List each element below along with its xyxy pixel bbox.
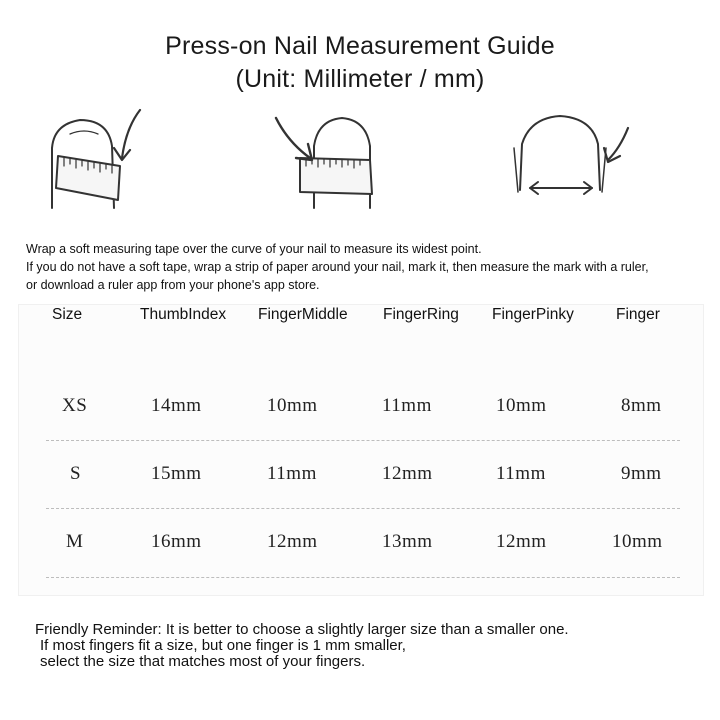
table-cell: 8mm xyxy=(621,395,662,416)
header-thumbindex: ThumbIndex xyxy=(140,306,227,323)
reminder-text: Friendly Reminder: It is better to choose a slightly larger size than a smaller one. xyxy=(35,621,569,638)
header-size: Size xyxy=(52,306,83,323)
instruction-line: Wrap a soft measuring tape over the curve of your nail to measure its widest point. xyxy=(26,242,482,256)
table-cell: 11mm xyxy=(496,463,546,484)
finger-measuring-tape-front-icon xyxy=(270,108,400,218)
table-cell: 9mm xyxy=(621,463,662,484)
table-cell: 13mm xyxy=(382,531,433,552)
table-cell: 12mm xyxy=(382,463,433,484)
row-divider xyxy=(46,508,680,509)
nail-width-arrow-icon xyxy=(500,108,640,218)
table-cell: 12mm xyxy=(267,531,318,552)
table-cell: 11mm xyxy=(382,395,432,416)
header-finger: Finger xyxy=(616,306,660,323)
table-cell: 10mm xyxy=(267,395,318,416)
size-table-panel xyxy=(18,304,704,596)
row-divider xyxy=(46,440,680,441)
page-title: Press-on Nail Measurement Guide xyxy=(165,32,555,60)
table-cell: 16mm xyxy=(151,531,202,552)
page-subtitle: (Unit: Millimeter / mm) xyxy=(235,65,485,93)
finger-measuring-tape-side-icon xyxy=(40,108,160,218)
table-cell: 11mm xyxy=(267,463,317,484)
instruction-line: If you do not have a soft tape, wrap a strip of paper around your nail, mark it, then measure the mark with a ruler, xyxy=(26,260,649,274)
table-cell: 15mm xyxy=(151,463,202,484)
table-cell: 10mm xyxy=(612,531,663,552)
row-divider xyxy=(46,577,680,578)
header-fingermiddle: FingerMiddle xyxy=(258,306,348,323)
reminder-text: select the size that matches most of your fingers. xyxy=(40,653,366,670)
reminder-text: If most fingers fit a size, but one finger is 1 mm smaller, xyxy=(40,637,406,654)
table-cell: 10mm xyxy=(496,395,547,416)
table-cell-size: XS xyxy=(62,395,88,416)
header-fingerpinky: FingerPinky xyxy=(492,306,574,323)
table-cell-size: M xyxy=(66,531,84,552)
table-cell-size: S xyxy=(70,463,82,484)
header-fingerring: FingerRing xyxy=(383,306,459,323)
table-cell: 12mm xyxy=(496,531,547,552)
table-cell: 14mm xyxy=(151,395,202,416)
instruction-line: or download a ruler app from your phone's app store. xyxy=(26,278,320,292)
